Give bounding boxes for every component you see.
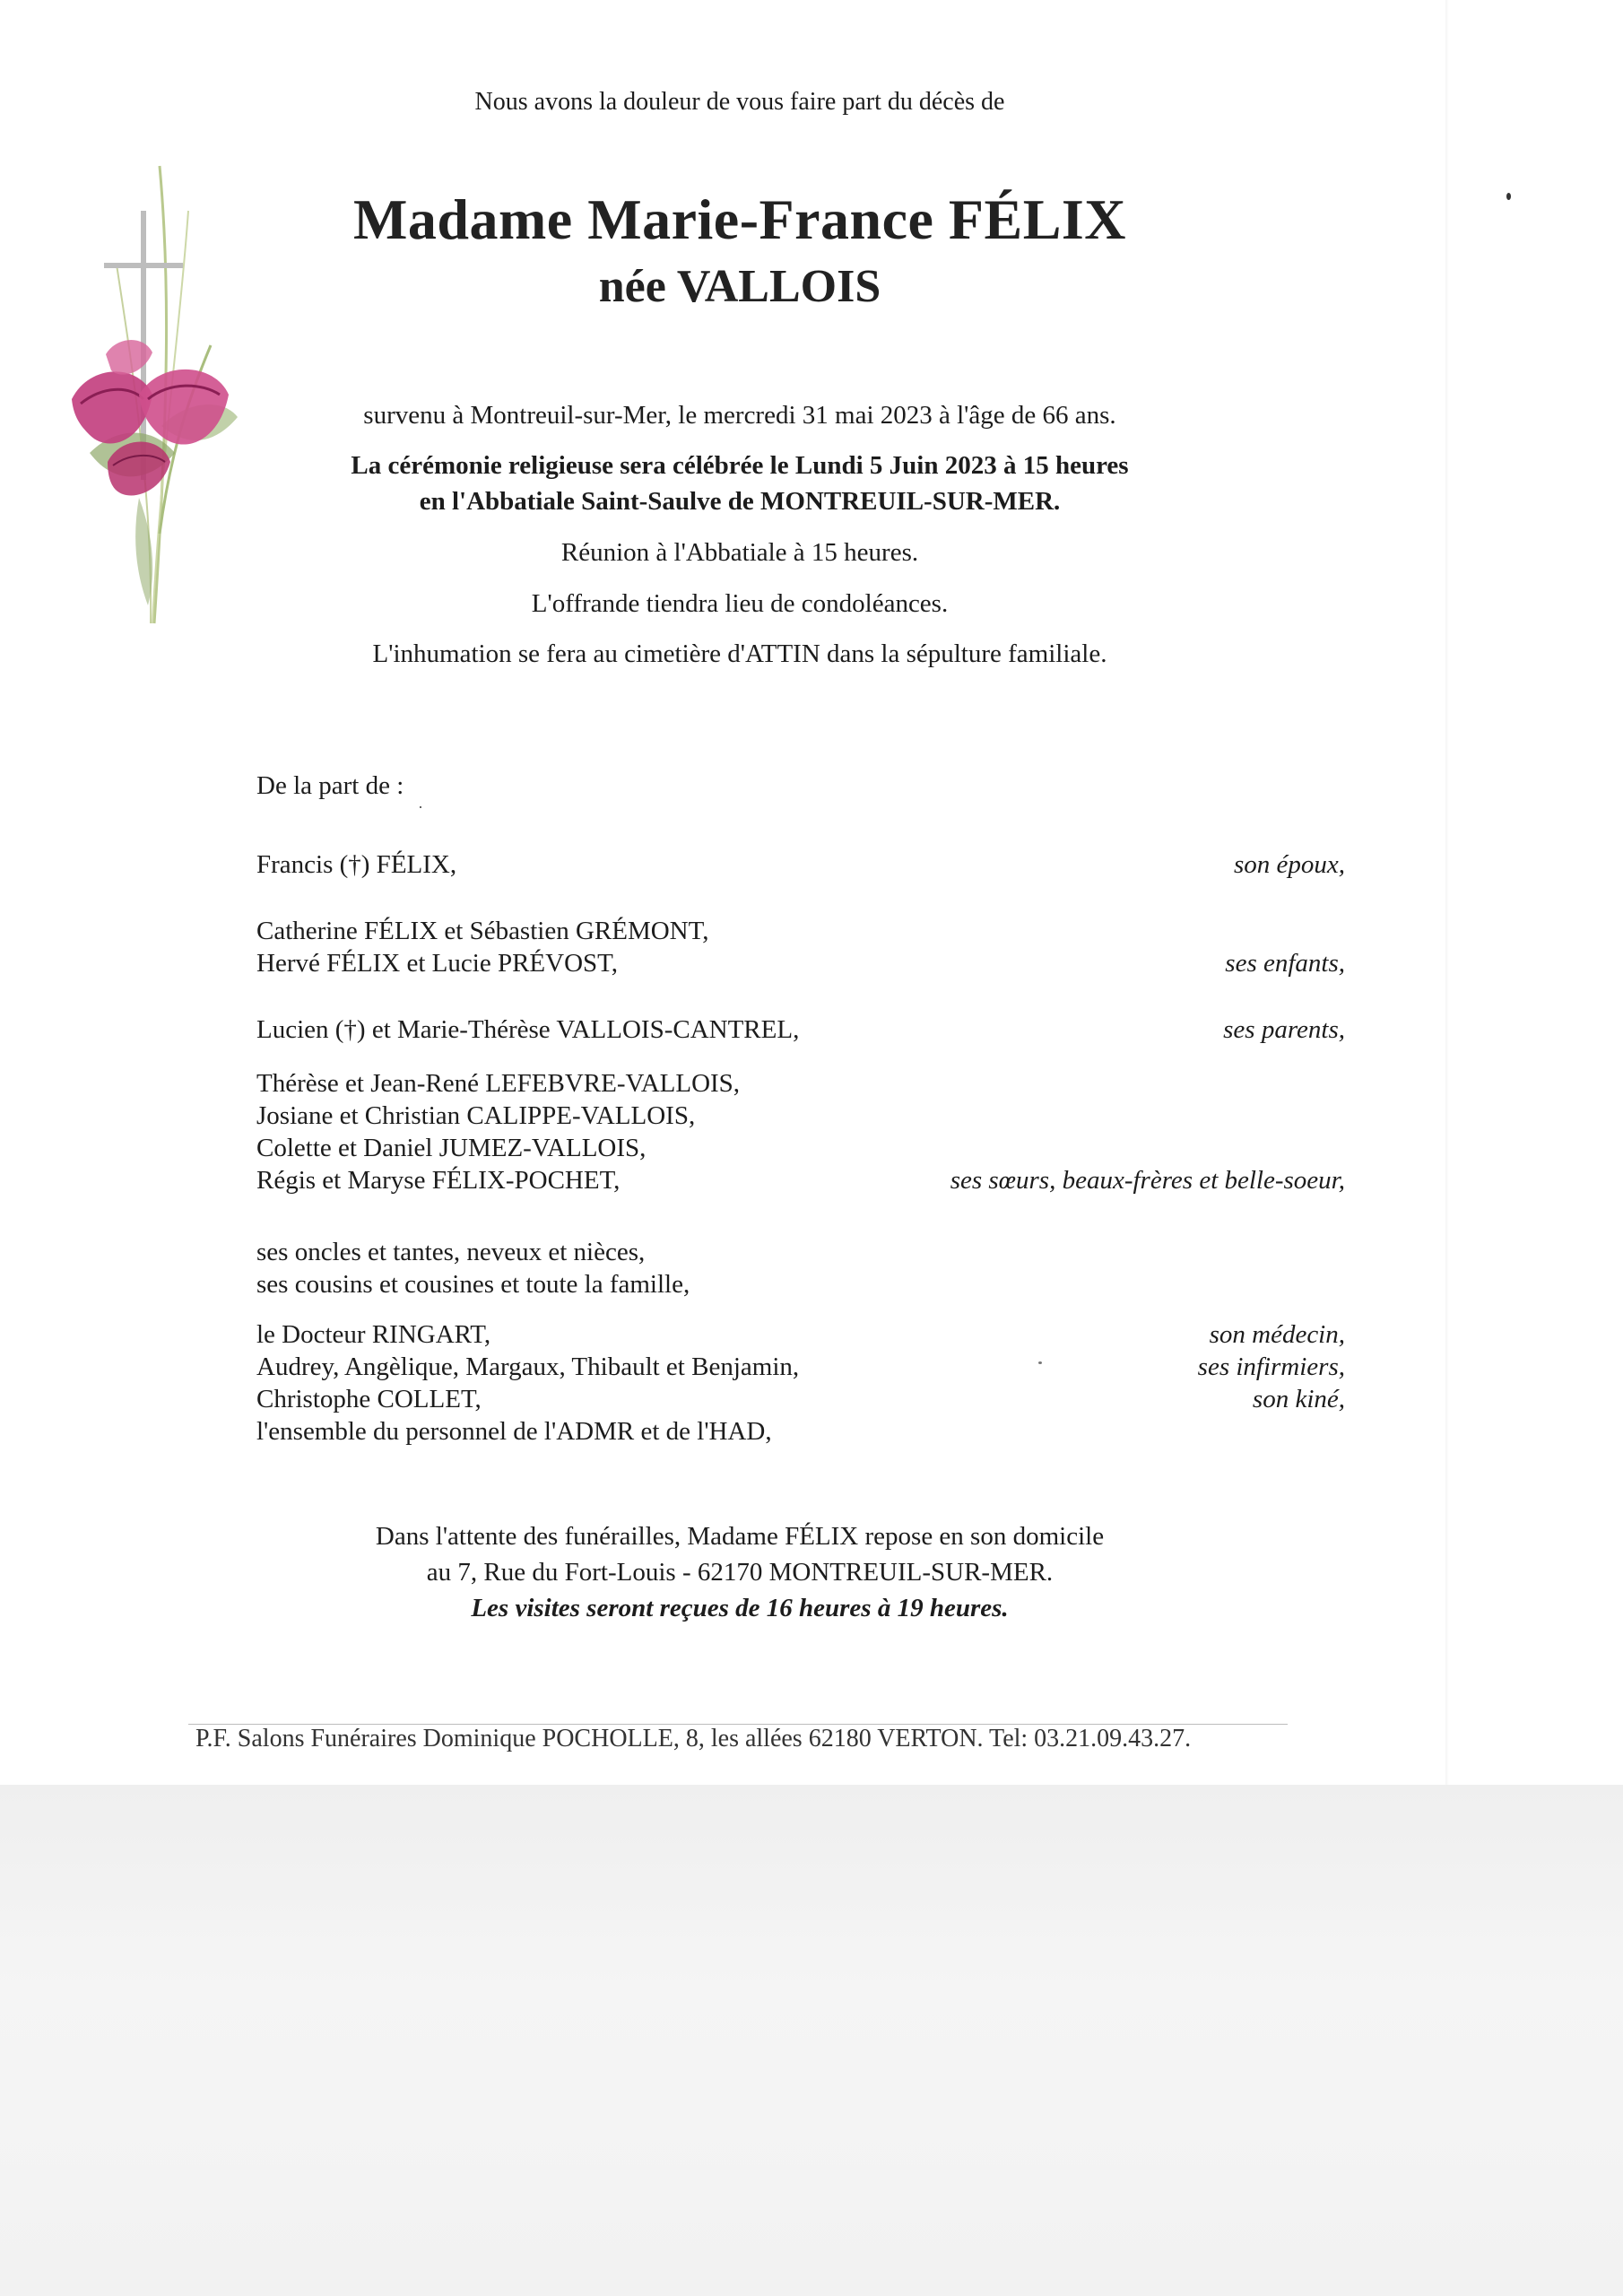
visit-hours: Les visites seront reçues de 16 heures à 19 heures. — [471, 1594, 1009, 1622]
deceased-name: Madame Marie-France FÉLIX — [352, 187, 1127, 251]
offering-line: L'offrande tiendra lieu de condoléances. — [531, 589, 949, 618]
family-name: Lucien (†) et Marie-Thérèse VALLOIS-CANTREL, — [256, 1015, 800, 1044]
family-name: le Docteur RINGART, — [256, 1320, 491, 1349]
visit-line-2: au 7, Rue du Fort-Louis - 62170 MONTREUIL-SUR-MER. — [426, 1558, 1054, 1587]
family-relation: ses enfants, — [1225, 949, 1345, 978]
family-name: ses oncles et tantes, neveux et nièces, — [256, 1238, 646, 1266]
death-details: survenu à Montreuil-sur-Mer, le mercredi 31 mai 2023 à l'âge de 66 ans. — [363, 401, 1116, 430]
intro-line: Nous avons la douleur de vous faire part du décès de — [474, 88, 1005, 116]
family-intro: De la part de : — [256, 771, 404, 800]
page-edge-shadow — [1445, 0, 1449, 1785]
family-name: Hervé FÉLIX et Lucie PRÉVOST, — [256, 949, 618, 978]
scan-speck — [1506, 193, 1511, 200]
scan-speck — [420, 806, 421, 808]
family-name: Colette et Daniel JUMEZ-VALLOIS, — [256, 1134, 647, 1162]
reunion-line: Réunion à l'Abbatiale à 15 heures. — [560, 538, 919, 567]
family-name: Audrey, Angèlique, Margaux, Thibault et Benjamin, — [256, 1352, 800, 1381]
maiden-name: née VALLOIS — [598, 261, 881, 312]
family-relation: ses parents, — [1223, 1015, 1345, 1044]
scan-background — [0, 1785, 1623, 2296]
family-relation: son médecin, — [1209, 1320, 1345, 1349]
funeral-home-footer: P.F. Salons Funéraires Dominique POCHOLLE, 8, les allées 62180 VERTON. Tel: 03.21.09.43.27. — [195, 1725, 1192, 1752]
family-name: Thérèse et Jean-René LEFEBVRE-VALLOIS, — [256, 1069, 741, 1098]
family-relation: ses sœurs, beaux-frères et belle-soeur, — [950, 1166, 1345, 1195]
family-name: Catherine FÉLIX et Sébastien GRÉMONT, — [256, 917, 709, 945]
family-name: Josiane et Christian CALIPPE-VALLOIS, — [256, 1101, 696, 1130]
visit-line-1: Dans l'attente des funérailles, Madame FÉLIX repose en son domicile — [375, 1522, 1105, 1551]
family-name: ses cousins et cousines et toute la famille, — [256, 1270, 690, 1299]
burial-line: L'inhumation se fera au cimetière d'ATTIN dans la sépulture familiale. — [372, 639, 1107, 668]
family-name: Christophe COLLET, — [256, 1385, 482, 1413]
family-relation: son kiné, — [1252, 1385, 1345, 1413]
ceremony-line-1: La cérémonie religieuse sera célébrée le Lundi 5 Juin 2023 à 15 heures — [351, 451, 1129, 480]
family-relation: ses infirmiers, — [1197, 1352, 1345, 1381]
ceremony-line-2: en l'Abbatiale Saint-Saulve de MONTREUIL-SUR-MER. — [419, 487, 1061, 516]
scan-speck — [1038, 1361, 1042, 1364]
family-name: Francis (†) FÉLIX, — [256, 850, 457, 879]
family-name: l'ensemble du personnel de l'ADMR et de l'HAD, — [256, 1417, 772, 1446]
family-name: Régis et Maryse FÉLIX-POCHET, — [256, 1166, 621, 1195]
family-relation: son époux, — [1233, 850, 1345, 879]
